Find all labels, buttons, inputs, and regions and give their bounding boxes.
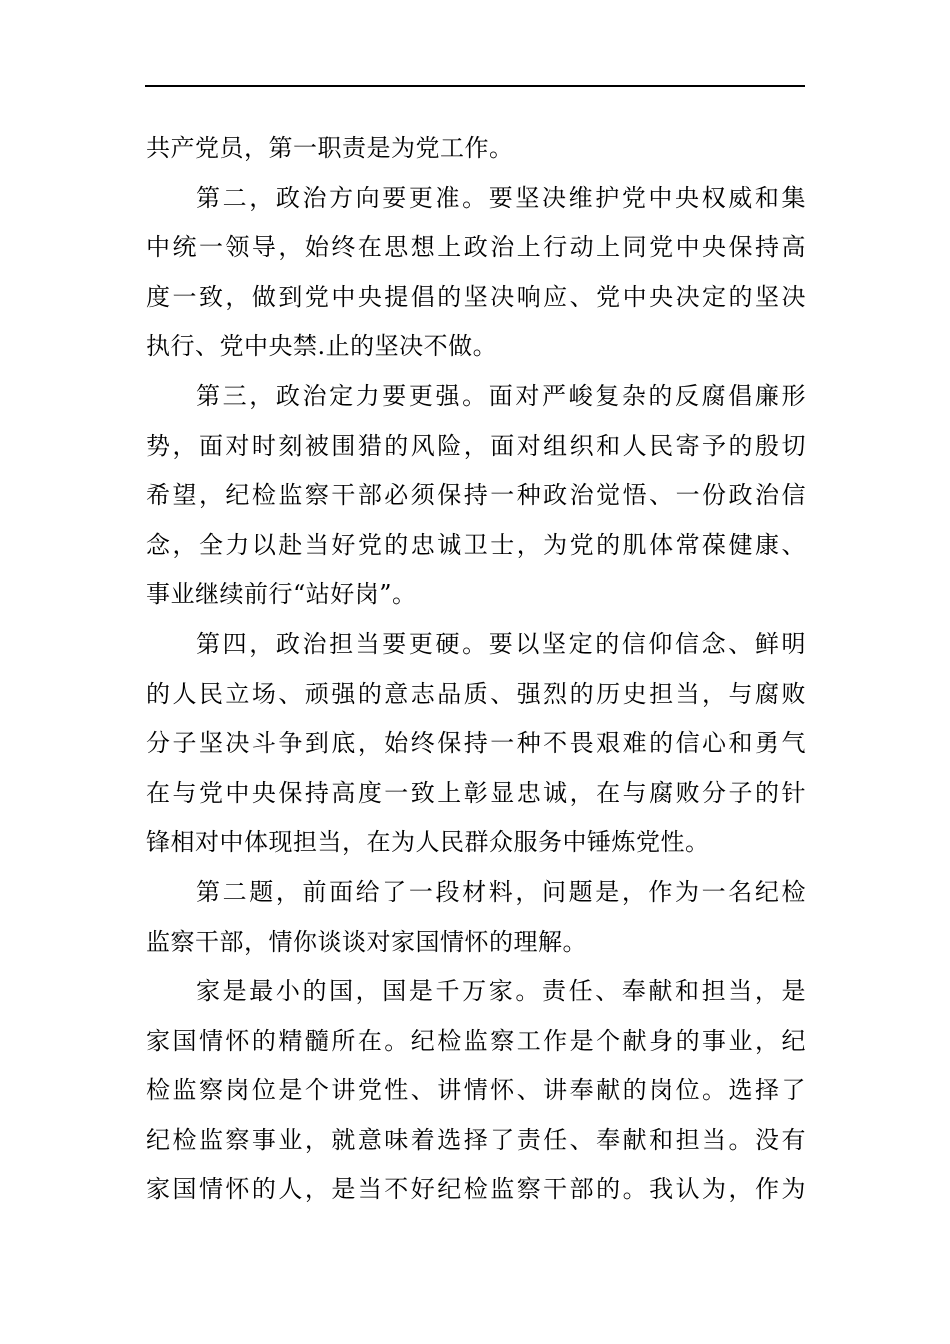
- text-line: 事业继续前行“站好岗”。: [146, 580, 417, 609]
- text-line: 第三，政治定力要更强。面对严峻复杂的反腐倡廉形: [196, 381, 806, 410]
- text-line: 的人民立场、顽强的意志品质、强烈的历史担当，与腐败: [146, 679, 806, 708]
- text-line: 共产党员，第一职责是为党工作。: [146, 134, 514, 162]
- text-line: 度一致，做到党中央提倡的坚决响应、党中央决定的坚决: [146, 282, 806, 311]
- text-line: 希望，纪检监察干部必须保持一种政治觉悟、一份政治信: [146, 481, 806, 510]
- text-line: 家国情怀的人，是当不好纪检监察干部的。我认为，作为: [146, 1175, 806, 1204]
- text-line: 执行、党中央禁.止的坚决不做。: [146, 332, 498, 361]
- text-line: 在与党中央保持高度一致上彰显忠诚，在与腐败分子的针: [146, 778, 806, 807]
- header-rule: [145, 85, 805, 87]
- text-line: 锋相对中体现担当，在为人民群众服务中锤炼党性。: [146, 828, 710, 857]
- text-line: 中统一领导，始终在思想上政治上行动上同党中央保持高: [146, 233, 806, 262]
- text-line: 分子坚决斗争到底，始终保持一种不畏艰难的信心和勇气: [146, 729, 806, 758]
- document-body: [146, 124, 806, 1215]
- text-line: 检监察岗位是个讲党性、讲情怀、讲奉献的岗位。选择了: [146, 1076, 806, 1105]
- text-line: 家国情怀的精髓所在。纪检监察工作是个献身的事业，纪: [146, 1026, 806, 1055]
- text-line: 第二题，前面给了一段材料，问题是，作为一名纪检: [196, 877, 806, 906]
- text-line: 势，面对时刻被围猎的风险，面对组织和人民寄予的殷切: [146, 431, 806, 460]
- text-line: 念，全力以赴当好党的忠诚卫士，为党的肌体常葆健康、: [146, 530, 806, 559]
- text-line: 家是最小的国，国是千万家。责任、奉献和担当，是: [196, 977, 806, 1006]
- text-line: 第二，政治方向要更准。要坚决维护党中央权威和集: [196, 183, 806, 212]
- text-line: 监察干部，情你谈谈对家国情怀的理解。: [146, 927, 587, 956]
- text-line: 第四，政治担当要更硬。要以坚定的信仰信念、鲜明: [196, 629, 806, 658]
- text-line: 纪检监察事业，就意味着选择了责任、奉献和担当。没有: [146, 1125, 806, 1154]
